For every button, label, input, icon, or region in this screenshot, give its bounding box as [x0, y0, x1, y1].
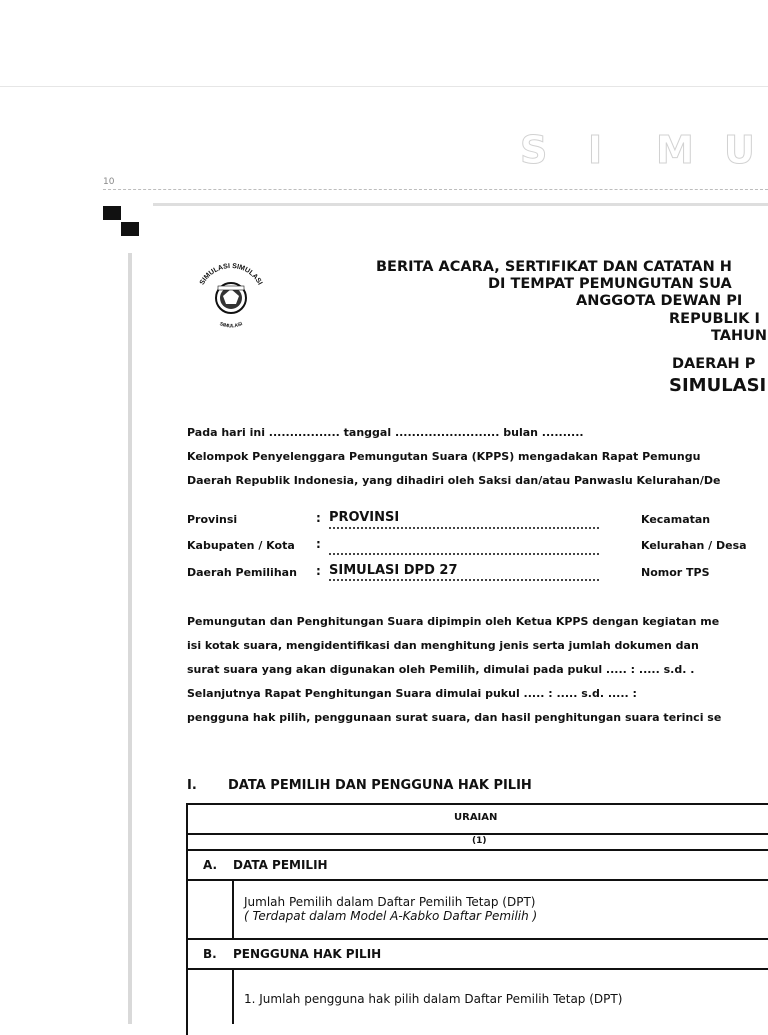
body-line-5: pengguna hak pilih, penggunaan surat suara, dan hasil penghitungan suara terinci se — [187, 711, 722, 724]
group-b-title: PENGGUNA HAK PILIH — [233, 947, 382, 961]
table-column-rule — [232, 879, 234, 938]
kpu-logo — [190, 258, 272, 340]
dashed-rule — [103, 189, 768, 190]
provinsi-dotted-line — [329, 527, 599, 529]
table-rule — [186, 833, 768, 835]
watermark-letter: S — [520, 128, 548, 172]
registration-mark — [121, 222, 139, 236]
watermark-letter: M — [656, 128, 694, 172]
body-line-4: Selanjutnya Rapat Penghitungan Suara dimulai pukul ..... : ..... s.d. ..... : — [187, 687, 637, 700]
kabupaten-label: Kabupaten / Kota — [187, 539, 295, 552]
watermark-letter: U — [724, 128, 755, 172]
logo-top-text: SIMULASI SIMULASI — [198, 262, 264, 287]
registration-mark — [103, 206, 121, 220]
doc-title-line-5: TAHUN — [711, 328, 768, 344]
row-jumlah-pemilih-note: ( Terdapat dalam Model A-Kabko Daftar Pemilih ) — [244, 909, 538, 923]
group-a-title: DATA PEMILIH — [233, 858, 328, 872]
group-a-letter: A. — [203, 858, 218, 872]
table-column-number: (1) — [472, 836, 487, 846]
doc-title-line-4: REPUBLIK I — [669, 311, 760, 327]
table-header-uraian: URAIAN — [454, 812, 498, 823]
table-rule — [186, 849, 768, 851]
kelurahan-label: Kelurahan / Desa — [641, 539, 747, 552]
section-title: DATA PEMILIH DAN PENGGUNA HAK PILIH — [228, 778, 532, 793]
logo-banner — [218, 286, 244, 290]
logo-bottom-text: SIMULASI — [218, 321, 244, 330]
provinsi-label: Provinsi — [187, 513, 238, 526]
doc-subtitle: DAERAH P — [672, 356, 756, 372]
body-line-2: isi kotak suara, mengidentifikasi dan menghitung jenis serta jumlah dokumen dan — [187, 639, 699, 652]
intro-line-3: Daerah Republik Indonesia, yang dihadiri oleh Saksi dan/atau Panwaslu Kelurahan/De — [187, 474, 721, 487]
intro-line-2: Kelompok Penyelenggara Pemungutan Suara (KPPS) mengadakan Rapat Pemungu — [187, 450, 701, 463]
doc-subtitle-large: SIMULASI — [669, 375, 767, 396]
dapil-dotted-line — [329, 579, 599, 581]
row-jumlah-pemilih-dpt: Jumlah Pemilih dalam Daftar Pemilih Tetap (DPT) — [244, 895, 536, 909]
provinsi-field[interactable]: PROVINSI — [329, 510, 400, 525]
header-rule — [153, 203, 768, 206]
body-line-1: Pemungutan dan Penghitungan Suara dipimpin oleh Ketua KPPS dengan kegiatan me — [187, 615, 720, 628]
table-rule — [186, 938, 768, 940]
row-pengguna-hak-pilih-dpt: 1. Jumlah pengguna hak pilih dalam Daftar Pemilih Tetap (DPT) — [244, 992, 623, 1006]
kecamatan-label: Kecamatan — [641, 513, 711, 526]
body-line-3: surat suara yang akan digunakan oleh Pemilih, dimulai pada pukul ..... : ..... s.d. . — [187, 663, 695, 676]
kabupaten-dotted-line — [329, 553, 599, 555]
kabupaten-colon: : — [316, 537, 321, 551]
doc-title-line-2: DI TEMPAT PEMUNGUTAN SUA — [488, 276, 732, 292]
table-rule — [186, 968, 768, 970]
viewer-top-bar — [0, 0, 768, 87]
table-column-rule — [232, 968, 234, 1024]
table-rule — [186, 879, 768, 881]
dapil-colon: : — [316, 564, 321, 578]
doc-title-line-3: ANGGOTA DEWAN PI — [576, 293, 743, 309]
page-number: 10 — [103, 177, 115, 187]
svg-text:SIMULASI — [219, 321, 244, 330]
group-b-letter: B. — [203, 947, 217, 961]
dapil-field[interactable]: SIMULASI DPD 27 — [329, 563, 458, 578]
dapil-label: Daerah Pemilihan — [187, 566, 297, 579]
intro-line-1: Pada hari ini ................. tanggal ......................... bulan .......... — [187, 426, 584, 439]
watermark-letter: I — [588, 128, 603, 172]
tps-label: Nomor TPS — [641, 566, 710, 579]
provinsi-colon: : — [316, 511, 321, 525]
simulasi-watermark — [520, 128, 768, 172]
section-number: I. — [187, 778, 197, 793]
side-bar — [128, 253, 132, 1024]
doc-title-line-1: BERITA ACARA, SERTIFIKAT DAN CATATAN H — [376, 259, 732, 275]
